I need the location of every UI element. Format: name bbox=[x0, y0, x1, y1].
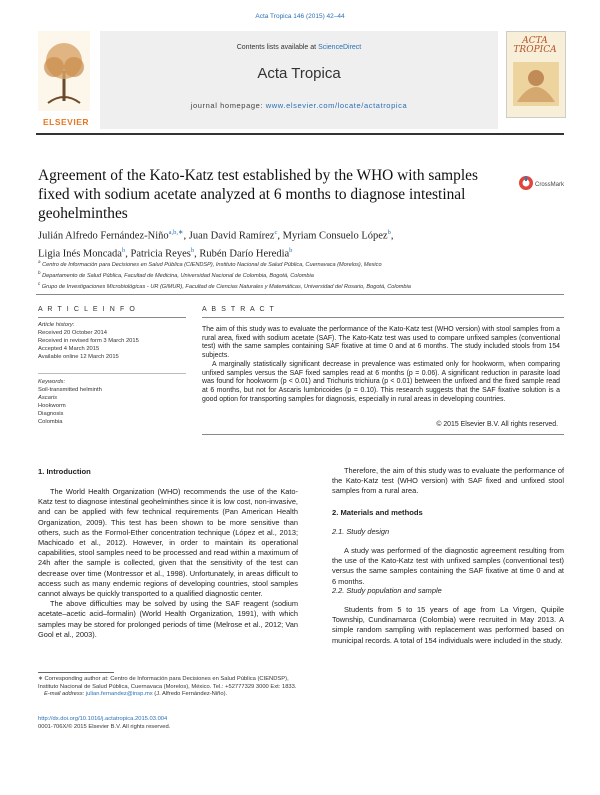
abstract-paragraph: A marginally statistically significant decrease in prevalence was estimated only for hookworm, when comparing unfixed samples versus the SAF fixed samples read at 6 months (p = 0.06). A significant reduction in parasite load was found for hookworm (p < 0.01) and Trichuris trichiura (p < 0.01) between the unfixed and the fixed sample read at 6 months, but not for Ascaris lumbricoides (p = 0.10). This research suggests that the SAF fixative solution is a good option for transporting samples for diagnosis, especially in rural areas in developing countries. bbox=[202, 360, 560, 403]
affiliation-line: $^a$ Centro de Información para Decisiones en Salud Pública (CIENDSP), Instituto Nacional de Salud Pública, Cuernavaca (Morelos), Mexico bbox=[38, 259, 382, 268]
homepage-link[interactable]: www.elsevier.com/locate/actatropica bbox=[265, 101, 408, 110]
crossmark-label: CrossMark bbox=[535, 182, 565, 188]
journal-homepage bbox=[100, 101, 498, 110]
article-info-rule bbox=[38, 317, 186, 318]
affiliation-line: $^b$ Departamento de Salud Pública, Facultad de Medicina, Universidad Nacional de Colombia, Bogotá, Colombia bbox=[38, 269, 314, 279]
issn-line: 0001-706X/© 2015 Elsevier B.V. All rights reserved. bbox=[38, 724, 171, 730]
author-name[interactable]: Myriam Consuelo López bbox=[282, 230, 388, 242]
sciencedirect-link[interactable]: ScienceDirect bbox=[318, 44, 362, 51]
abstract-copyright: © 2015 Elsevier B.V. All rights reserved. bbox=[436, 421, 558, 428]
doi-link[interactable]: http://dx.doi.org/10.1016/j.actatropica.2015.03.004 bbox=[38, 716, 168, 722]
intro-paragraph-3: Therefore, the aim of this study was to evaluate the performance of the Kato-Katz test (WHO version) with SAF fixed and unfixed stool samples from a rural area. bbox=[332, 466, 564, 496]
author-list: Julián Alfredo Fernández-Niño$^{a,b,∗}$, Juan David Ramírez$^c$, Myriam Consuelo López$^b$, Ligia Inés Moncada$^b$, Patricia Reyes$^b$, Rubén Darío Heredia$^b$ bbox=[38, 229, 394, 259]
article-title: Agreement of the Kato-Katz test established by the WHO with samples fixed with sodium acetate analyzed at 6 months to diagnose intestinal geohelminthes bbox=[38, 167, 478, 222]
author-affiliation-marker[interactable]: b bbox=[121, 246, 126, 254]
author-name[interactable]: Ligia Inés Moncada bbox=[38, 248, 122, 259]
doi-block bbox=[38, 715, 170, 731]
author-affiliation-marker[interactable]: c bbox=[274, 229, 278, 236]
crossmark-icon bbox=[518, 175, 565, 191]
elsevier-logo bbox=[38, 31, 90, 111]
abstract-paragraph: The aim of this study was to evaluate the performance of the Kato-Katz test (WHO version) with stool samples from a rural area, fixed with sodium acetate (SAF). The Kato-Katz test was used to compare unfixed samples (conventional test) with the same samples containing SAF fixative at time 0 and at 6 months. The study included stools from 154 subjects. bbox=[202, 326, 560, 360]
history-accepted: Accepted 4 March 2015 bbox=[38, 346, 100, 352]
history-received: Received 20 October 2014 bbox=[38, 330, 107, 336]
email-line bbox=[38, 691, 298, 699]
article-history bbox=[38, 321, 188, 361]
email-link[interactable]: julian.fernandez@insp.mx bbox=[85, 691, 153, 698]
subsection-heading-design: 2.1. Study design bbox=[332, 527, 390, 536]
keyword-item: Colombia bbox=[38, 419, 63, 425]
population-text bbox=[332, 605, 564, 646]
keywords-label: Keywords: bbox=[38, 379, 66, 385]
intro-paragraph-1: The World Health Organization (WHO) recommends the use of the Kato-Katz test to diagnose intestinal geohelminthes since it is low cost, non-invasive, and can be applied with few technical requirements (Pan American Health Organization, 2009). This test has been shown to be more sensitive than others, such as the Formol-Ether concentration technique (López et al., 2013; Machicado et al., 2012). However, in order to maintain its operational capabilities, stool samples need to be processed and read within a maximum of 24h after the sample is collected, given that the sensitivity of the test can decrease over time (Montressor et al., 1998). Unfortunately, in areas difficult to access such as many endemic regions of developing countries, stool samples cannot always be quickly transported to a qualified diagnostic center. bbox=[38, 487, 298, 599]
corresponding-author: ∗ Corresponding author at: Centro de Información para Decisiones en Salud Pública (CIENDSP), Instituto Nacional de Salud Pública, Cuernavaca (Morelos), México. Tel.: +52777329 3000 Ext: 1833. bbox=[38, 676, 297, 690]
keyword-item: Diagnosis bbox=[38, 411, 64, 417]
author-affiliation-marker[interactable]: a,b,∗ bbox=[168, 229, 184, 236]
keyword-item: Ascaris bbox=[38, 395, 58, 401]
affiliation-rule bbox=[36, 294, 564, 295]
cover-title: ACTA TROPICA bbox=[513, 36, 557, 55]
elsevier-tree-icon bbox=[38, 31, 90, 111]
author-affiliation-marker[interactable]: b bbox=[289, 246, 293, 254]
abstract-text bbox=[202, 326, 560, 404]
design-text bbox=[332, 546, 564, 587]
subsection-heading-population: 2.2. Study population and sample bbox=[332, 586, 442, 595]
affiliations bbox=[38, 258, 558, 291]
section-heading-methods: 2. Materials and methods bbox=[332, 508, 423, 517]
contents-line bbox=[100, 44, 498, 51]
history-revised: Received in revised form 3 March 2015 bbox=[38, 338, 139, 344]
keywords bbox=[38, 378, 188, 426]
publisher-name: ELSEVIER bbox=[42, 117, 90, 127]
abstract-heading: A B S T R A C T bbox=[202, 306, 276, 313]
header-rule bbox=[36, 133, 564, 135]
left-column bbox=[38, 487, 298, 640]
affiliation-line: $^c$ Grupo de Investigaciones Microbiológicas - UR (GIMUR), Facultad de Ciencias Naturales y Matemáticas, Universidad del Rosario, Bogotá, Colombia bbox=[38, 280, 411, 290]
author-affiliation-marker[interactable]: b bbox=[190, 246, 195, 254]
author-affiliation-marker[interactable]: b bbox=[387, 229, 391, 236]
intro-paragraph-2: The above difficulties may be solved by using the SAF reagent (sodium acetate–acetic acid–formalin) (World Health Organization, 1991), with which samples may be stored for prolonged periods of time (Melrose et al., 2012; Van Gool et al., 2003). bbox=[38, 599, 298, 639]
author-name[interactable]: Rubén Darío Heredia bbox=[199, 248, 290, 259]
affiliation-marker: b bbox=[38, 269, 41, 275]
population-paragraph: Students from 5 to 15 years of age from La Virgen, Quipile Township, Cundinamarca (Colombia) were recruited in May 2013. A simple random sampling with replacement was performed based on municipal records. A total of 154 individuals were included in the study. bbox=[332, 605, 564, 645]
crossmark-button[interactable] bbox=[518, 175, 565, 191]
journal-title: Acta Tropica bbox=[257, 65, 341, 82]
author-name[interactable]: Julián Alfredo Fernández-Niño bbox=[38, 230, 169, 242]
email-label: E-mail address: bbox=[44, 691, 86, 698]
abstract-bottom-rule bbox=[202, 434, 564, 435]
contents-prefix: Contents lists available at bbox=[236, 44, 319, 51]
right-column bbox=[332, 466, 564, 497]
journal-citation[interactable]: Acta Tropica 146 (2015) 42–44 bbox=[255, 13, 345, 20]
history-online: Available online 12 March 2015 bbox=[38, 354, 119, 360]
abstract-rule bbox=[202, 317, 564, 318]
affiliation-marker: a bbox=[38, 259, 41, 264]
keyword-item: Hookworm bbox=[38, 403, 66, 409]
author-name[interactable]: Patricia Reyes bbox=[130, 248, 191, 259]
author-name[interactable]: Juan David Ramírez bbox=[188, 230, 275, 242]
affiliation-marker: c bbox=[38, 280, 41, 286]
keywords-divider bbox=[38, 373, 186, 374]
homepage-label: journal homepage: bbox=[190, 101, 266, 110]
keyword-item: Soil-transmitted helminth bbox=[38, 387, 102, 393]
article-info-heading: A R T I C L E I N F O bbox=[38, 306, 137, 313]
section-heading-introduction: 1. Introduction bbox=[38, 467, 91, 476]
design-paragraph: A study was performed of the diagnostic agreement resulting from the use of the Kato-Katz test with unfixed samples (conventional test) versus the same samples containing the SAF fixative at time 0 and at 6 months. bbox=[332, 546, 564, 586]
footnote-rule bbox=[38, 672, 114, 673]
footnote bbox=[38, 676, 298, 699]
history-label: Article history: bbox=[38, 322, 75, 328]
email-suffix: (J. Alfredo Fernández-Niño). bbox=[152, 691, 228, 698]
